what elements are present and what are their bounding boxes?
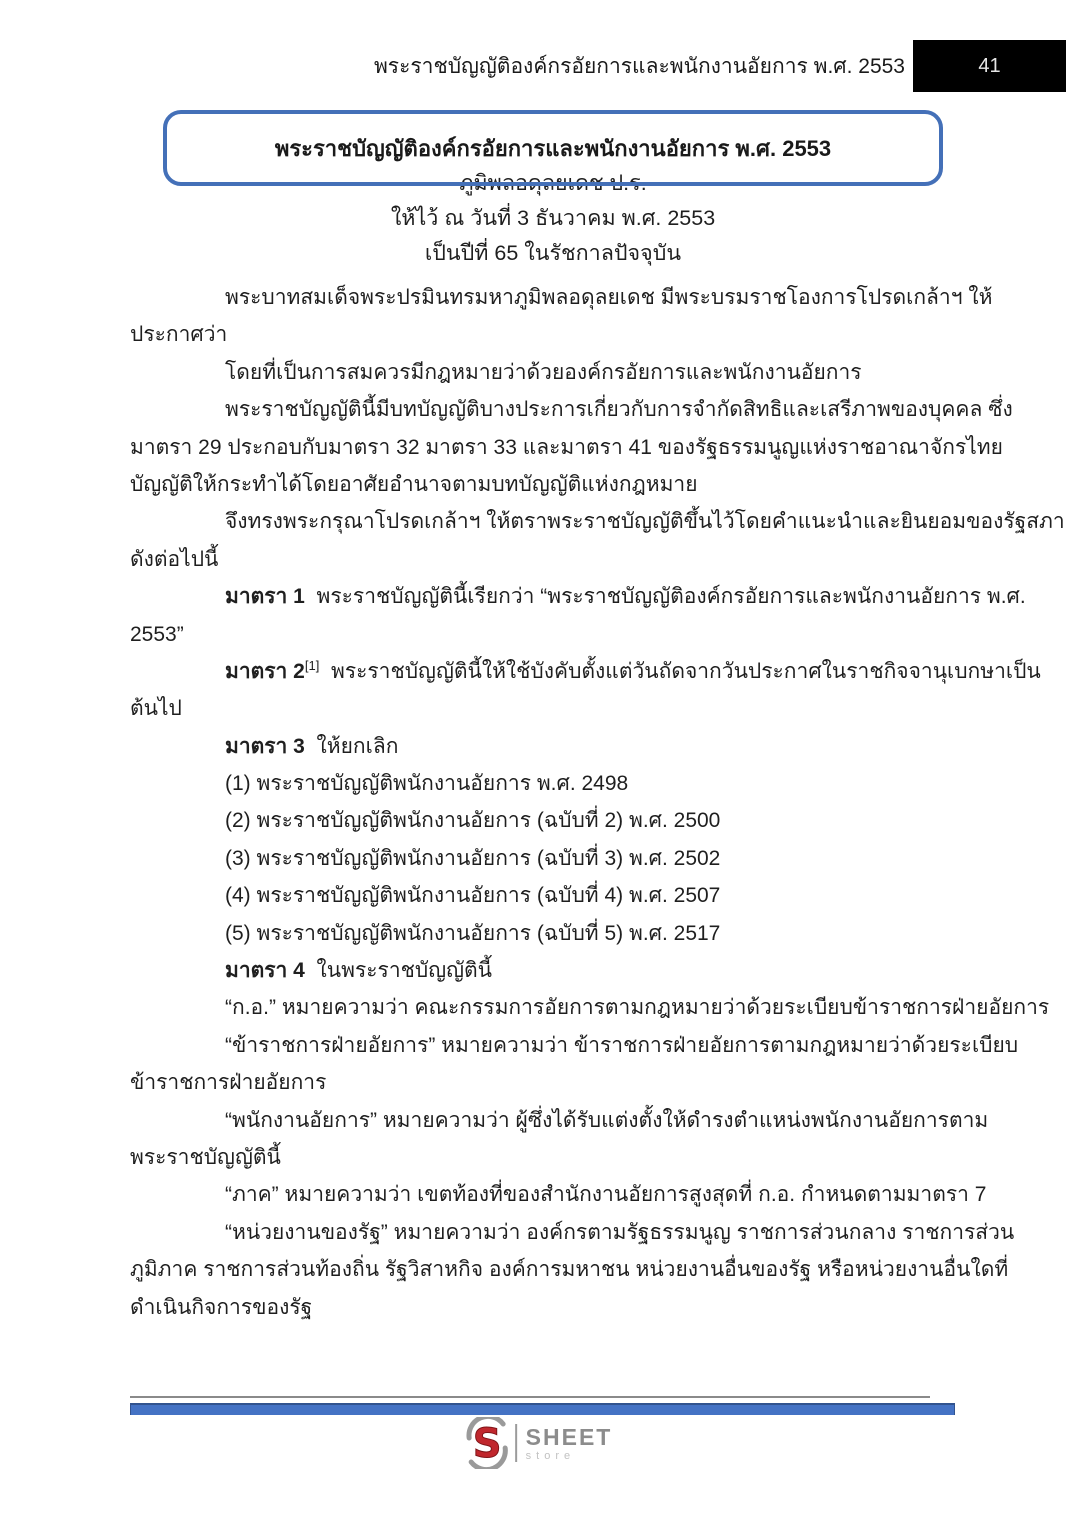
- section-label: มาตรา 3: [225, 734, 305, 758]
- body-line: “พนักงานอัยการ” หมายความว่า ผู้ซึ่งได้รับแต่งตั้งให้ดำรงตำแหน่งพนักงานอัยการตาม: [225, 1108, 989, 1132]
- royal-name-line: ภูมิพลอดุลยเดช ป.ร.: [459, 171, 647, 195]
- body-line: มาตรา 2[1] พระราชบัญญัตินี้ให้ใช้บังคับตั้งแต่วันถัดจากวันประกาศในราชกิจจานุเบกษาเป็น: [225, 657, 1041, 683]
- body-line: พระบาทสมเด็จพระปรมินทรมหาภูมิพลอดุลยเดช มีพระบรมราชโองการโปรดเกล้าฯ ให้: [225, 286, 993, 309]
- footnote-ref: [1]: [304, 657, 320, 673]
- body-line: จึงทรงพระกรุณาโปรดเกล้าฯ ให้ตราพระราชบัญญัติขึ้นไว้โดยคำแนะนำและยินยอมของรัฐสภา: [225, 510, 1065, 534]
- given-date-line: ให้ไว้ ณ วันที่ 3 ธันวาคม พ.ศ. 2553: [390, 206, 716, 230]
- body-line: “ก.อ.” หมายความว่า คณะกรรมการอัยการตามกฎหมายว่าด้วยระเบียบข้าราชการฝ่ายอัยการ: [225, 996, 1050, 1020]
- page-number-badge: [913, 40, 1066, 92]
- body-line: “ข้าราชการฝ่ายอัยการ” หมายความว่า ข้าราชการฝ่ายอัยการตามกฎหมายว่าด้วยระเบียบ: [225, 1033, 1019, 1057]
- logo-subtitle: store: [525, 1449, 576, 1462]
- body-line: (2) พระราชบัญญัติพนักงานอัยการ (ฉบับที่ 2) พ.ศ. 2500: [225, 809, 721, 833]
- sheet-store-logo: [463, 1417, 613, 1469]
- footer-rule: [130, 1396, 930, 1398]
- body-line: ประกาศว่า: [130, 323, 228, 347]
- body-line: ภูมิภาค ราชการส่วนท้องถิ่น รัฐวิสาหกิจ องค์การมหาชน หน่วยงานอื่นของรัฐ หรือหน่วยงานอื่นใดที่: [130, 1258, 1009, 1282]
- section-label: มาตรา 2: [225, 659, 305, 683]
- logo-name: SHEET: [525, 1423, 613, 1450]
- body-line: บัญญัติให้กระทำได้โดยอาศัยอำนาจตามบทบัญญัติแห่งกฎหมาย: [130, 472, 698, 496]
- body-line: “หน่วยงานของรัฐ” หมายความว่า องค์กรตามรัฐธรรมนูญ ราชการส่วนกลาง ราชการส่วน: [225, 1220, 1015, 1244]
- section-label: มาตรา 4: [225, 959, 305, 983]
- body-line: โดยที่เป็นการสมควรมีกฎหมายว่าด้วยองค์กรอัยการและพนักงานอัยการ: [225, 360, 862, 384]
- document-body: [130, 279, 1065, 1326]
- body-line: (1) พระราชบัญญัติพนักงานอัยการ พ.ศ. 2498: [225, 772, 629, 796]
- sheet-s-icon: [463, 1417, 511, 1469]
- logo-text: [526, 1425, 613, 1462]
- page-number: 41: [978, 54, 1001, 77]
- running-header-title: พระราชบัญญัติองค์กรอัยการและพนักงานอัยการ พ.ศ. 2553: [373, 54, 905, 78]
- svg-text:S: S: [472, 1421, 502, 1467]
- body-line: มาตรา 1 พระราชบัญญัตินี้เรียกว่า “พระราชบัญญัติองค์กรอัยการและพนักงานอัยการ พ.ศ.: [225, 585, 1026, 609]
- act-title: พระราชบัญญัติองค์กรอัยการและพนักงานอัยการ พ.ศ. 2553: [274, 135, 832, 161]
- body-line: (4) พระราชบัญญัติพนักงานอัยการ (ฉบับที่ 4) พ.ศ. 2507: [225, 884, 721, 908]
- body-line: (5) พระราชบัญญัติพนักงานอัยการ (ฉบับที่ 5) พ.ศ. 2517: [225, 921, 721, 945]
- body-line: ข้าราชการฝ่ายอัยการ: [130, 1071, 327, 1095]
- body-line: ดำเนินกิจการของรัฐ: [130, 1295, 313, 1319]
- body-line: (3) พระราชบัญญัติพนักงานอัยการ (ฉบับที่ 3) พ.ศ. 2502: [225, 846, 721, 870]
- body-line: ดังต่อไปนี้: [130, 547, 219, 571]
- body-line: พระราชบัญญัตินี้มีบทบัญญัติบางประการเกี่ยวกับการจำกัดสิทธิและเสรีภาพของบุคคล ซึ่ง: [225, 398, 1013, 422]
- act-title-box: [163, 110, 943, 186]
- section-label: มาตรา 1: [225, 585, 305, 609]
- body-line: มาตรา 3 ให้ยกเลิก: [225, 734, 399, 758]
- reign-year-line: เป็นปีที่ 65 ในรัชกาลปัจจุบัน: [424, 241, 682, 265]
- body-line: “ภาค” หมายความว่า เขตท้องที่ของสำนักงานอัยการสูงสุดที่ ก.อ. กำหนดตามมาตรา 7: [225, 1183, 987, 1207]
- body-line: มาตรา 29 ประกอบกับมาตรา 32 มาตรา 33 และมาตรา 41 ของรัฐธรรมนูญแห่งราชอาณาจักรไทย: [130, 435, 1003, 459]
- body-line: ต้นไป: [130, 697, 182, 721]
- body-line: 2553”: [130, 622, 184, 646]
- footer-accent-bar: [130, 1403, 955, 1415]
- body-line: พระราชบัญญัตินี้: [130, 1145, 281, 1169]
- logo-divider: [515, 1424, 517, 1462]
- body-line: มาตรา 4 ในพระราชบัญญัตินี้: [225, 959, 492, 983]
